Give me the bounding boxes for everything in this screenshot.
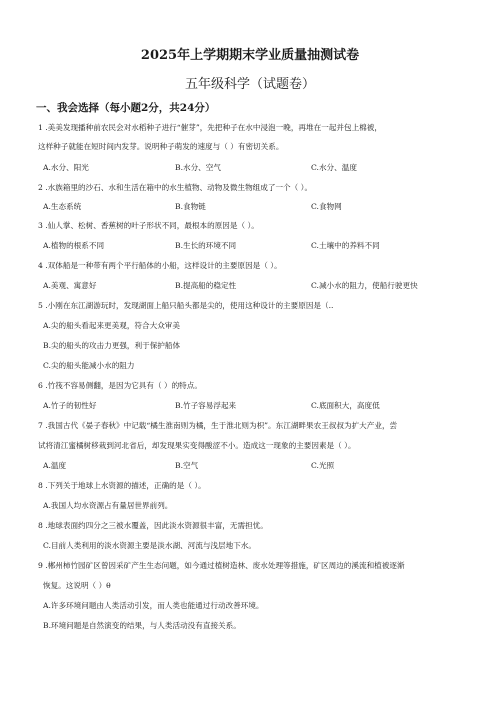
question-7-line-1: 7 .我国古代《晏子春秋》中记载“橘生淮南则为橘，生于淮北则为枳”。东江湖畔果农王叔叔为扩大产业，尝 [38,421,398,430]
question-7-line-2: 试将清江蜜橘树移栽到河北省后，却发现果实变得酸涩不小。造成这一现象的主要因素是（ ）。 [38,441,356,450]
section-heading: 一、我会选择（每小题2分，共24分） [36,102,216,114]
question-1-option-a: A.水分、阳光 [43,163,89,172]
exam-title: 2025年上学期期末学业质量抽测试卷 [140,48,360,63]
question-4-line-1: 4 .双体船是一种带有两个平行船体的小船，这样设计的主要原因是（ ）。 [38,261,282,270]
question-8-option-b: 8 .地球表面约四分之三被水覆盖，因此淡水资源很丰富，无需担忧。 [38,521,268,530]
question-3-option-c: C.土壤中的养料不同 [311,241,380,250]
question-2-option-a: A.生态系统 [43,202,82,211]
question-8-option-c: C.目前人类利用的淡水资源主要是淡水湖、河流与浅层地下水。 [43,541,256,550]
question-7-option-a: A.温度 [43,461,67,470]
question-2-option-b: B.食物链 [175,202,206,211]
question-9-option-b: B.环境问题是自然演变的结果，与人类活动没有直接关系。 [43,621,241,630]
question-5-line-1: 5 .小刚在东江湖游玩时，发现湖面上船只船头都是尖的，使用这种设计的主要原因是（.. [38,301,334,310]
question-1-line-2: 这样种子就能在短时间内发芽。说明种子萌发的速度与（ ）有密切关系。 [38,142,284,151]
question-3-line-1: 3 .仙人掌、松树、香蕉树的叶子形状不同，最根本的原因是（ ）。 [38,221,259,230]
question-7-option-b: B.空气 [175,461,199,470]
question-8-option-a: A.我国人均水资源占有量居世界前列。 [43,501,173,510]
question-3-option-b: B.生长的环境不同 [175,241,237,250]
question-2-line-1: 2 .水族箱里的沙石、水和生活在箱中的水生植物、动物及微生物组成了一个（ ）。 [38,183,313,192]
question-9-line-2: 恢复。这说明（ ）θ [43,581,111,590]
question-6-option-b: B.竹子容易浮起来 [175,401,237,410]
question-5-option-b: B.尖的船头的攻击力更强，利于保护船体 [43,341,181,350]
question-1-option-b: B.水分、空气 [175,163,221,172]
question-4-option-c: C.减小水的阻力，使船行驶更快 [311,281,418,290]
question-9-line-1: 9 .郴州柿竹园矿区曾因采矿产生生态问题，如今通过植树造林、废水处理等措施，矿区周边的溪流和植被逐渐 [38,561,405,570]
exam-subtitle: 五年级科学（试题卷） [184,77,315,92]
question-2-option-c: C.食物网 [311,202,342,211]
question-6-option-c: C.底面积大，高度低 [311,401,380,410]
question-6-option-a: A.竹子的韧性好 [43,401,97,410]
question-7-option-c: C.光照 [311,461,335,470]
question-5-option-a: A.尖的船头看起来更美观，符合大众审美 [43,321,180,330]
question-8-line-1: 8 .下列关于地球上水资源的描述，正确的是（ ）。 [38,481,206,490]
question-6-line-1: 6 .竹筏不容易侧翻，是因为它具有（ ）的特点。 [38,381,202,390]
question-4-option-b: B.提高船的稳定性 [175,281,237,290]
question-4-option-a: A.美观、寓意好 [43,281,97,290]
question-1-line-1: 1 .美美发现播种前农民会对水稻种子进行“催芽”，先把种子在水中浸泡一晚，再堆在一起并包上棉被， [38,123,382,132]
question-3-option-a: A.植物的根系不同 [43,241,105,250]
question-9-option-a: A.许多环境问题由人类活动引发，而人类也能通过行动改善环境。 [43,601,264,610]
question-1-option-c: C.水分、温度 [311,163,357,172]
question-5-option-c: C.尖的船头能减小水的阻力 [43,361,135,370]
